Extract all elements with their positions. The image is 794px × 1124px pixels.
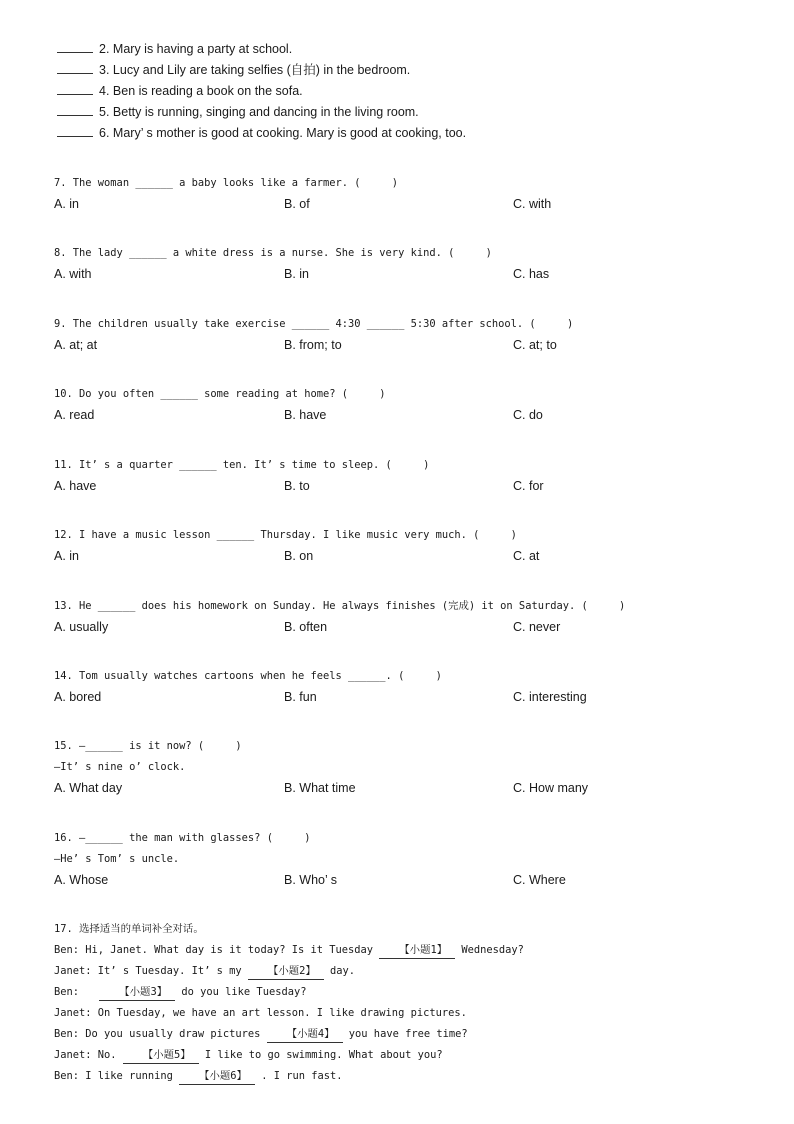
dialogue-line: Janet: It’ s Tuesday. It’ s my 【小题2】 day. [54,963,355,980]
statement-item: 5. Betty is running, singing and dancing in the living room. [57,104,419,120]
option-b[interactable]: B. often [284,620,328,634]
option-b[interactable]: B. Who’ s [284,873,338,887]
option-a[interactable]: A. with [54,267,92,281]
question-stem: 10. Do you often ______ some reading at home? ( ) [54,388,386,400]
option-c[interactable]: C. at [513,549,540,563]
question-stem: 8. The lady ______ a white dress is a nurse. She is very kind. ( ) [54,247,492,259]
option-a[interactable]: A. at; at [54,338,98,352]
answer-gap[interactable]: 【小题2】 [248,963,324,980]
answer-gap[interactable]: 【小题3】 [99,984,175,1001]
dialogue-line: Janet: On Tuesday, we have an art lesson. I like drawing pictures. [54,1007,467,1019]
answer-blank[interactable] [57,84,93,95]
dialogue-title: 17. 选择适当的单词补全对话。 [54,923,204,935]
answer-gap[interactable]: 【小题5】 [123,1047,199,1064]
option-c[interactable]: C. never [513,620,561,634]
option-a[interactable]: A. have [54,479,97,493]
option-a[interactable]: A. bored [54,690,102,704]
statement-item: 6. Mary’ s mother is good at cooking. Mary is good at cooking, too. [57,125,466,141]
question-stem: 13. He ______ does his homework on Sunday. He always finishes (完成) it on Saturday. ( ) [54,600,626,612]
answer-gap[interactable]: 【小题4】 [267,1026,343,1043]
option-b[interactable]: B. from; to [284,338,342,352]
question-stem: 7. The woman ______ a baby looks like a farmer. ( ) [54,177,399,189]
option-c[interactable]: C. do [513,408,543,422]
option-a[interactable]: A. in [54,549,80,563]
question-stem: 12. I have a music lesson ______ Thursday. I like music very much. ( ) [54,529,517,541]
answer-blank[interactable] [57,105,93,116]
option-c[interactable]: C. with [513,197,552,211]
dialogue-line: Ben: I like running 【小题6】 . I run fast. [54,1068,343,1085]
question-stem: 15. —______ is it now? ( ) [54,740,242,752]
option-c[interactable]: C. interesting [513,690,587,704]
answer-gap[interactable]: 【小题6】 [179,1068,255,1085]
option-a[interactable]: A. in [54,197,80,211]
answer-blank[interactable] [57,63,93,74]
question-reply: —It’ s nine o’ clock. [54,761,186,773]
statement-item: 4. Ben is reading a book on the sofa. [57,83,303,99]
dialogue-line: Ben: Do you usually draw pictures 【小题4】 you have free time? [54,1026,468,1043]
option-a[interactable]: A. What day [54,781,123,795]
question-stem: 16. —______ the man with glasses? ( ) [54,832,311,844]
question-stem: 14. Tom usually watches cartoons when he feels ______. ( ) [54,670,442,682]
option-a[interactable]: A. usually [54,620,109,634]
option-b[interactable]: B. fun [284,690,317,704]
option-c[interactable]: C. at; to [513,338,557,352]
option-b[interactable]: B. of [284,197,310,211]
option-c[interactable]: C. How many [513,781,589,795]
answer-gap[interactable]: 【小题1】 [379,942,455,959]
option-b[interactable]: B. have [284,408,327,422]
option-c[interactable]: C. Where [513,873,566,887]
option-b[interactable]: B. on [284,549,314,563]
question-reply: —He’ s Tom’ s uncle. [54,853,180,865]
statement-item: 2. Mary is having a party at school. [57,41,292,57]
option-a[interactable]: A. read [54,408,95,422]
dialogue-line: Ben: Hi, Janet. What day is it today? Is it Tuesday 【小题1】 Wednesday? [54,942,524,959]
option-a[interactable]: A. Whose [54,873,109,887]
dialogue-line: Janet: No. 【小题5】 I like to go swimming. What about you? [54,1047,443,1064]
answer-blank[interactable] [57,42,93,53]
option-b[interactable]: B. What time [284,781,356,795]
option-c[interactable]: C. for [513,479,544,493]
dialogue-line: Ben: 【小题3】 do you like Tuesday? [54,984,306,1001]
answer-blank[interactable] [57,126,93,137]
option-c[interactable]: C. has [513,267,550,281]
question-stem: 9. The children usually take exercise ______ 4:30 ______ 5:30 after school. ( ) [54,318,574,330]
option-b[interactable]: B. in [284,267,310,281]
statement-item: 3. Lucy and Lily are taking selfies (自拍) in the bedroom. [57,62,410,78]
option-b[interactable]: B. to [284,479,310,493]
question-stem: 11. It’ s a quarter ______ ten. It’ s time to sleep. ( ) [54,459,430,471]
